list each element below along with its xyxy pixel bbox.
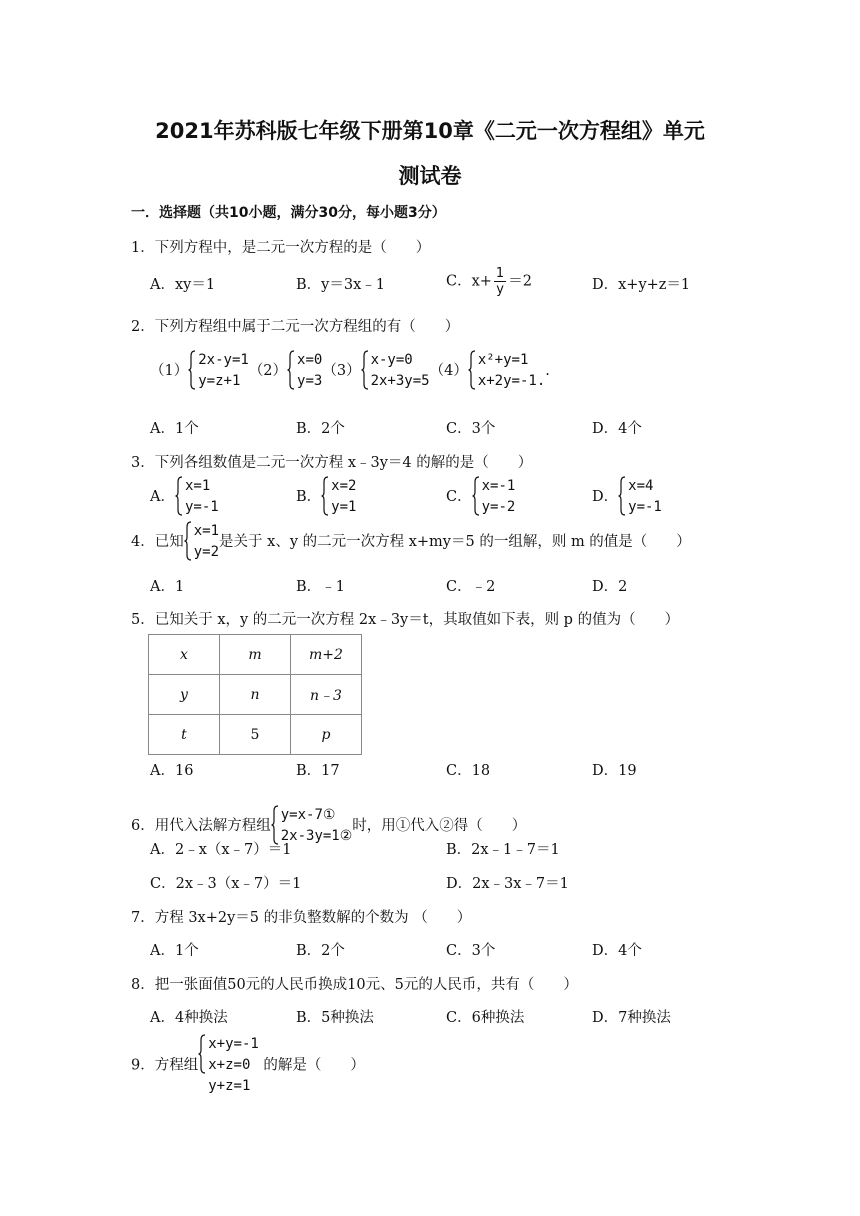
q7-option-d: D．4个 [592,943,642,959]
section-heading: 一．选择题（共10小题，满分30分，每小题3分） [131,205,446,221]
q1-fraction [494,266,506,297]
q5-option-b: B．17 [296,763,340,779]
q2-option-d: D．4个 [592,421,642,437]
q3-c-line2: y=-2 [481,499,516,515]
q9-stem [131,1034,365,1097]
q3-system-b [321,476,356,518]
table-cell: t [149,715,220,755]
q1-option-c [446,266,532,297]
q4-option-b: B．﹣1 [296,579,345,595]
q2-label-2: （2） [248,363,288,379]
q1-fraction-num: 1 [495,266,505,281]
q7-stem: 7．方程 3x+2y＝5 的非负整数解的个数为 （ ） [131,910,472,926]
q3-option-a [150,476,219,518]
q8-option-d: D．7种换法 [592,1010,671,1026]
q2-s3-line2: 2x+3y=5 [370,373,430,389]
q3-option-c-label: C． [446,489,472,505]
q7-option-b: B．2个 [296,943,345,959]
q2-system-2 [287,350,322,392]
table-cell: y [149,675,220,715]
q2-s1-line2: y=z+1 [198,373,241,389]
q3-system-a [175,476,219,518]
q9-post: 的解是（ ） [258,1057,365,1074]
q1-option-b: B．y＝3x﹣1 [296,277,385,293]
q2-option-c: C．3个 [446,421,496,437]
brace-icon [618,476,626,516]
q2-stem: 2．下列方程组中属于二元一次方程组的有（ ） [131,319,460,335]
q3-option-d [592,476,662,518]
q4-stem [131,521,691,563]
q4-pre: 4．已知 [131,534,184,550]
q2-system-3 [361,350,430,392]
q3-c-line1: x=-1 [481,478,516,494]
q2-s4-line1: x²+y=1 [477,352,529,368]
q1-option-d: D．x+y+z＝1 [592,277,691,293]
brace-icon [188,350,196,390]
q9-sys-line1: x+y=-1 [208,1036,259,1052]
q2-system-1 [188,350,249,392]
q2-system-4 [468,350,545,392]
q3-b-line1: x=2 [331,478,357,494]
q2-s1-line1: 2x-y=1 [198,352,249,368]
q2-s2-line2: y=3 [297,373,323,389]
q3-a-line1: x=1 [184,478,211,494]
q4-post: 是关于 x、y 的二元一次方程 x+my＝5 的一组解，则 m 的值是（ ） [219,534,691,550]
q1-stem: 1．下列方程中，是二元一次方程的是（ ） [131,240,431,256]
q6-pre: 6．用代入法解方程组 [131,818,271,834]
q6-option-b: B．2x﹣1﹣7＝1 [446,842,560,858]
q1-fraction-den: y [496,282,504,297]
table-cell: x [149,635,220,675]
q5-option-a: A．16 [150,763,194,779]
q7-option-a: A．1个 [150,943,199,959]
q2-s2-line1: x=0 [297,352,323,368]
q4-option-c: C．﹣2 [446,579,496,595]
q8-stem: 8．把一张面值50元的人民币换成10元、5元的人民币，共有（ ） [131,977,578,993]
q5-table [148,634,362,755]
q2-s4-line2: x+2y=-1. [477,373,546,389]
brace-icon [175,476,183,516]
brace-icon [472,476,480,516]
q6-option-a: A．2﹣x（x﹣7）＝1 [150,842,292,858]
q3-system-d [618,476,662,518]
table-cell: n﹣3 [291,675,362,715]
q9-sys-line3: y+z=1 [208,1078,251,1094]
doc-title-line1: 2021年苏科版七年级下册第10章《二元一次方程组》单元 [155,119,705,143]
brace-icon [184,521,192,561]
table-row [149,635,362,675]
table-cell: 5 [220,715,291,755]
q8-option-c: C．6种换法 [446,1010,525,1026]
q6-sys-line2: 2x-3y=1② [280,828,353,844]
brace-icon [198,1034,206,1074]
q9-system [198,1034,259,1097]
table-cell: n [220,675,291,715]
q8-option-b: B．5种换法 [296,1010,374,1026]
q6-sys-line1: y=x-7① [280,807,336,823]
q6-option-d: D．2x﹣3x﹣7＝1 [446,876,569,892]
q6-option-c: C．2x﹣3（x﹣7）＝1 [150,876,302,892]
q3-b-line2: y=1 [331,499,357,515]
table-row [149,675,362,715]
q1-option-c-post: ＝2 [508,273,532,290]
q2-systems [150,350,550,392]
q2-s3-line1: x-y=0 [370,352,413,368]
q4-option-a: A．1 [150,579,185,595]
q1-option-a: A．xy＝1 [150,277,216,293]
q2-end: . [545,363,550,379]
q3-option-a-label: A． [150,489,175,505]
q3-d-line2: y=-1 [628,499,662,515]
q3-a-line2: y=-1 [184,499,219,515]
table-cell: m [220,635,291,675]
brace-icon [321,476,329,516]
q2-label-1: （1） [150,363,189,379]
brace-icon [287,350,295,390]
q4-sys-line2: y=2 [193,544,220,560]
q8-option-a: A．4种换法 [150,1010,228,1026]
q4-sys-line1: x=1 [193,523,220,539]
q3-d-line1: x=4 [628,478,654,494]
q2-option-b: B．2个 [296,421,345,437]
table-row [149,715,362,755]
q5-option-c: C．18 [446,763,491,779]
q3-stem: 3．下列各组数值是二元一次方程 x﹣3y＝4 的解的是（ ） [131,455,533,471]
q3-system-c [472,476,516,518]
q3-option-b-label: B． [296,489,322,505]
q3-option-d-label: D． [592,489,619,505]
q4-system [184,521,219,563]
doc-title-line2: 测试卷 [398,164,462,188]
q9-pre: 9．方程组 [131,1057,199,1074]
q6-post: 时，用①代入②得（ ） [352,818,527,834]
q2-label-3: （3） [322,363,361,379]
q2-option-a: A．1个 [150,421,199,437]
q2-label-4: （4） [429,363,468,379]
brace-icon [361,350,369,390]
q3-option-c [446,476,515,518]
q5-option-d: D．19 [592,763,637,779]
brace-icon [468,350,476,390]
q3-option-b [296,476,356,518]
q5-stem: 5．已知关于 x，y 的二元一次方程 2x﹣3y＝t，其取值如下表，则 p 的值为（ ） [131,612,680,628]
table-cell: p [291,715,362,755]
q1-option-c-pre: C．x+ [446,273,492,290]
q7-option-c: C．3个 [446,943,496,959]
q9-sys-line2: x+z=0 [208,1057,251,1073]
q4-option-d: D．2 [592,579,628,595]
table-cell: m+2 [291,635,362,675]
